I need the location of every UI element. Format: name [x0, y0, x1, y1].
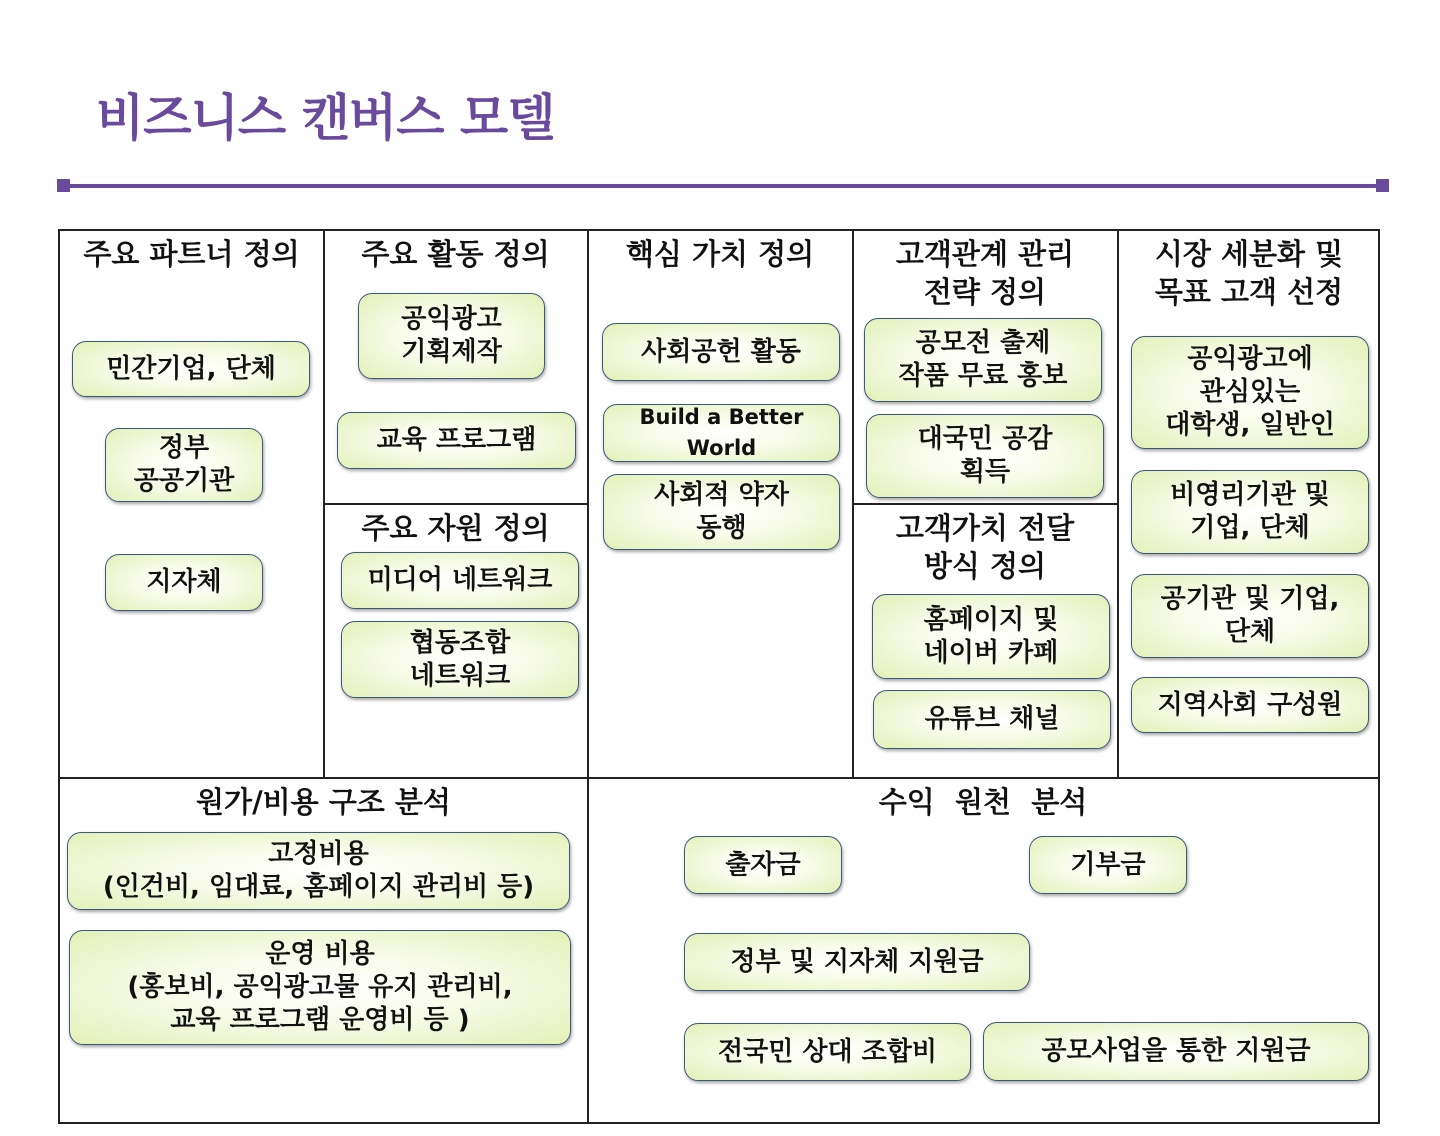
divider-end-left — [57, 179, 70, 192]
resource-item-2: 협동조합 네트워크 — [341, 621, 579, 698]
divider-v-2 — [587, 231, 589, 1122]
partner-item-2: 정부 공공기관 — [105, 428, 263, 502]
revenue-title: 수익 원천 분석 — [878, 785, 1088, 819]
divider-h-activities — [324, 503, 588, 505]
channel-item-1: 홈페이지 및 네이버 카페 — [872, 594, 1110, 679]
cost-item-1: 고정비용 (인건비, 임대료, 홈페이지 관리비 등) — [67, 832, 570, 910]
value-item-1: 사회공헌 활동 — [602, 323, 840, 381]
business-canvas — [58, 229, 1380, 1124]
title-divider — [62, 184, 1382, 188]
resources-title: 주요 자원 정의 — [361, 511, 550, 545]
revenue-item-1: 출자금 — [684, 836, 842, 894]
revenue-item-2: 기부금 — [1029, 836, 1187, 894]
channel-item-2: 유튜브 채널 — [873, 690, 1111, 749]
activities-title: 주요 활동 정의 — [361, 237, 550, 271]
relationship-title: 고객관계 관리 전략 정의 — [895, 237, 1075, 309]
revenue-item-4: 전국민 상대 조합비 — [684, 1023, 971, 1081]
segment-item-3: 공기관 및 기업, 단체 — [1131, 574, 1369, 658]
segment-item-4: 지역사회 구성원 — [1131, 677, 1369, 733]
divider-end-right — [1376, 179, 1389, 192]
activity-item-2: 교육 프로그램 — [337, 412, 576, 469]
relationship-item-2: 대국민 공감 획득 — [866, 414, 1104, 498]
partner-item-3: 지자체 — [105, 554, 263, 611]
channels-title: 고객가치 전달 방식 정의 — [895, 511, 1075, 583]
relationship-item-1: 공모전 출제 작품 무료 홍보 — [864, 318, 1102, 402]
activity-item-1: 공익광고 기획제작 — [358, 293, 545, 379]
cost-title: 원가/비용 구조 분석 — [196, 785, 451, 819]
segment-item-2: 비영리기관 및 기업, 단체 — [1131, 470, 1369, 554]
segments-title: 시장 세분화 및 목표 고객 선정 — [1154, 237, 1344, 309]
partners-title: 주요 파트너 정의 — [83, 237, 300, 271]
revenue-item-3: 정부 및 지자체 지원금 — [684, 933, 1030, 991]
cost-item-2: 운영 비용 (홍보비, 공익광고물 유지 관리비, 교육 프로그램 운영비 등 ) — [69, 930, 571, 1045]
divider-h-main — [60, 777, 1378, 779]
value-item-3: 사회적 약자 동행 — [603, 474, 840, 550]
partner-item-1: 민간기업, 단체 — [72, 341, 310, 397]
revenue-item-5: 공모사업을 통한 지원금 — [983, 1022, 1369, 1081]
value-title: 핵심 가치 정의 — [625, 237, 815, 271]
page-title: 비즈니스 캔버스 모델 — [96, 89, 555, 147]
resource-item-1: 미디어 네트워크 — [341, 552, 579, 609]
segment-item-1: 공익광고에 관심있는 대학생, 일반인 — [1131, 336, 1369, 449]
value-item-2: Build a Better World — [603, 404, 840, 462]
divider-h-relationship — [853, 503, 1118, 505]
